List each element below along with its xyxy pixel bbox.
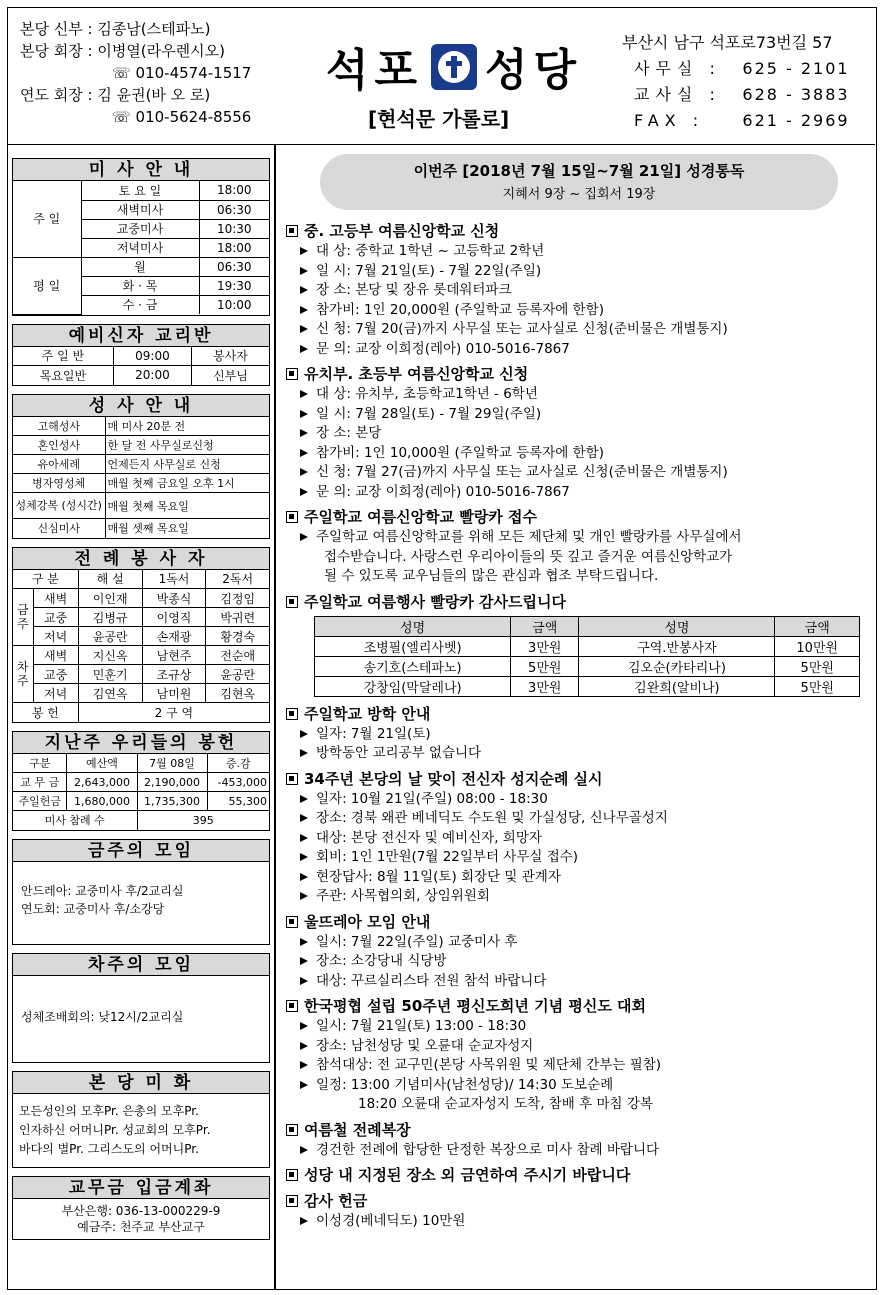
catechumen-table: 주 일 반 09:00 봉사자 목요일반 20:00 신부님: [13, 347, 269, 385]
arrow-bullet-icon: [300, 1217, 308, 1225]
notice-item: 문 의: 교장 이희정(레아) 010-5016-7867: [286, 340, 866, 360]
catechumen-title: 예비신자 교리반: [13, 325, 269, 347]
column-divider: [274, 145, 276, 1290]
donation-title: 지난주 우리들의 봉헌: [13, 732, 269, 754]
arrow-bullet-icon: [300, 267, 308, 275]
arrow-bullet-icon: [300, 429, 308, 437]
church-logo: [431, 44, 477, 90]
notice-title: 성당 내 지정된 장소 외 금연하여 주시기 바랍니다: [286, 1164, 866, 1186]
account-box: [12, 1176, 270, 1240]
arrow-bullet-icon: [300, 533, 308, 541]
mass-schedule-title: 미 사 안 내: [13, 159, 269, 181]
beautify-title: 본 당 미 화: [13, 1072, 269, 1094]
notice-item: 일자: 7월 21일(토): [286, 725, 866, 745]
notice-item: 참가비: 1인 10,000원 (주일학교 등록자에 한함): [286, 444, 866, 464]
notice-item: 장소: 소강당내 식당방: [286, 952, 866, 972]
president-phone: ☏ 010-4574-1517: [112, 64, 252, 82]
liturgy-title: 전 례 봉 사 자: [13, 548, 269, 570]
notice-section: [286, 703, 866, 764]
memorial-president-line: 연도 회장 : 김 윤권(바 오 로): [20, 86, 211, 104]
account-holder: 예금주: 천주교 부산교구: [77, 1219, 205, 1234]
notice-section: [286, 911, 866, 992]
notice-section: [286, 768, 866, 907]
notice-section: [286, 1119, 866, 1161]
notice-item: 회비: 1인 1만원(7월 22일부터 사무실 접수): [286, 848, 866, 868]
arrow-bullet-icon: [300, 390, 308, 398]
meeting-line: 연도회: 교중미사 후/소강당: [21, 901, 165, 916]
notice-item: 일 시: 7월 28일(토) - 7월 29일(주일): [286, 405, 866, 425]
arrow-bullet-icon: [300, 977, 308, 985]
arrow-bullet-icon: [300, 468, 308, 476]
table-row: 조병필(엘리사벳) 3만원 구역.반봉사자 10만원: [315, 636, 860, 656]
notice-item: 문 의: 교장 이희정(레아) 010-5016-7867: [286, 483, 866, 503]
notice-title: 주일학교 여름신앙학교 빨랑카 접수: [286, 506, 866, 528]
mass-table: 주 일 토 요 일 18:00 새벽미사 06:30 교중미사 10:30 저녁미사 18:00 평 일 월 06:30 화 · 목 19:30 수 · 금 10:00: [13, 181, 269, 315]
square-bullet-icon: [286, 1000, 298, 1012]
arrow-bullet-icon: [300, 488, 308, 496]
left-column: [12, 158, 270, 1248]
notice-item: 장 소: 본당: [286, 424, 866, 444]
donation-table: 구분 예산액 7월 08일 증.감 교 무 금 2,643,000 2,190,000 -453,000 주일헌금 1,680,000 1,735,300 55,300 미사 참례 수 395: [13, 754, 269, 830]
notice-item: 일시: 7월 21일(토) 13:00 - 18:30: [286, 1017, 866, 1037]
square-bullet-icon: [286, 368, 298, 380]
account-title: 교무금 입금계좌: [13, 1177, 269, 1199]
president-line: 본당 회장 : 이병열(라우렌시오): [20, 42, 225, 60]
notice-item: 장소: 경북 왜관 베네딕도 수도원 및 가실성당, 신나무골성지: [286, 809, 866, 829]
notice-item: 장 소: 본당 및 장유 롯데워터파크: [286, 281, 866, 301]
arrow-bullet-icon: [300, 749, 308, 757]
notice-item-continued: 18:20 오륜대 순교자성지 도착, 참배 후 마침 강복: [358, 1096, 653, 1112]
donor-table: 성명 금액 성명 금액 조병필(엘리사벳) 3만원 구역.반봉사자 10만원 송기호(스테파노) 5만원 김오순(카타리나) 5만원 강창임(막달레나) 3만원 김완희(알비나) 5만원: [314, 616, 860, 697]
notice-item: 경건한 전례에 합당한 단정한 복장으로 미사 참례 바랍니다: [286, 1141, 866, 1161]
notices: [286, 220, 866, 1232]
notice-item: 방학동안 교리공부 없습니다: [286, 744, 866, 764]
notice-section: [286, 220, 866, 359]
header-staff: [20, 18, 251, 128]
square-bullet-icon: [286, 1124, 298, 1136]
notice-section: [286, 363, 866, 502]
contact-office: 사무실 : 625 - 2101: [634, 59, 850, 78]
header: [8, 8, 875, 145]
arrow-bullet-icon: [300, 957, 308, 965]
notice-item-continued: 접수받습니다. 사랑스런 우리아이들의 뜻 깊고 즐거운 여름신앙학교가: [324, 548, 733, 565]
notice-item: 대 상: 유치부, 초등학교1학년 - 6학년: [286, 385, 866, 405]
arrow-bullet-icon: [300, 345, 308, 353]
arrow-bullet-icon: [300, 1146, 308, 1154]
notice-item: 현장답사: 8월 11일(토) 회장단 및 관계자: [286, 868, 866, 888]
notice-item: 참가비: 1인 20,000원 (주일학교 등록자에 한함): [286, 301, 866, 321]
notice-item: 일정: 13:00 기념미사(남천성당)/ 14:30 도보순례: [286, 1076, 866, 1096]
arrow-bullet-icon: [300, 892, 308, 900]
arrow-bullet-icon: [300, 730, 308, 738]
header-contacts: [622, 30, 866, 134]
notice-title: 유치부. 초등부 여름신앙학교 신청: [286, 363, 866, 385]
arrow-bullet-icon: [300, 873, 308, 881]
notice-title: 여름철 전례복장: [286, 1119, 866, 1141]
notice-title: 울뜨레아 모임 안내: [286, 911, 866, 933]
mass-schedule-box: [12, 158, 270, 316]
notice-section: [286, 591, 866, 697]
arrow-bullet-icon: [300, 1042, 308, 1050]
square-bullet-icon: [286, 1195, 298, 1207]
arrow-bullet-icon: [300, 834, 308, 842]
notice-item: 참석대상: 전 교구민(본당 사목위원 및 제단체 간부는 필참): [286, 1056, 866, 1076]
notice-title: 주일학교 여름행사 빨랑카 감사드립니다: [286, 591, 866, 613]
square-bullet-icon: [286, 773, 298, 785]
notice-item: 일 시: 7월 21일(토) - 7월 22일(주일): [286, 262, 866, 282]
page-title: 석포 성당: [326, 45, 583, 96]
notice-section: [286, 1190, 866, 1232]
arrow-bullet-icon: [300, 449, 308, 457]
bible-reading-banner: 이번주 [2018년 7월 15일~7월 21일] 성경통독 지혜서 9장 ~ 집회서 19장: [320, 154, 838, 210]
meeting-line: 안드레아: 교중미사 후/2교리실: [21, 883, 184, 898]
square-bullet-icon: [286, 1169, 298, 1181]
arrow-bullet-icon: [300, 286, 308, 294]
address: 부산시 남구 석포로73번길 57: [622, 33, 833, 52]
arrow-bullet-icon: [300, 1022, 308, 1030]
catechumen-box: [12, 324, 270, 386]
this-week-meetings-title: 금주의 모임: [13, 840, 269, 862]
arrow-bullet-icon: [300, 1061, 308, 1069]
square-bullet-icon: [286, 511, 298, 523]
notice-item: 일시: 7월 22일(주일) 교중미사 후: [286, 933, 866, 953]
liturgy-table: 구 분 해 설 1독서 2독서 금주 새벽 이인재 박종식 김정임 교중 김병규 이영직 박귀련 저녁 윤공란 손재광 황경숙 차주 새벽 지신옥 남현주 전순애 교중 민훈기 조규상 윤공란 저녁 김연옥 남미원 김현옥 봉 헌 2 구 역: [13, 570, 269, 722]
donation-box: [12, 731, 270, 831]
notice-title: 한국평협 설립 50주년 평신도희년 기념 평신도 대회: [286, 995, 866, 1017]
notice-section: [286, 995, 866, 1115]
arrow-bullet-icon: [300, 853, 308, 861]
patron-subtitle: [현석문 가롤로]: [368, 107, 510, 131]
notice-title: 감사 헌금: [286, 1190, 866, 1212]
notice-title: 주일학교 방학 안내: [286, 703, 866, 725]
sacraments-table: 고해성사 매 미사 20분 전 혼인성사 한 달 전 사무실로신청 유아세례 언제든지 사무실로 신청 병자영성체 매월 첫째 금요일 오후 1시 성체강복 (성시간) 매월 첫째 목요일 신심미사 매월 셋째 목요일: [13, 417, 269, 538]
arrow-bullet-icon: [300, 410, 308, 418]
notice-title: 중. 고등부 여름신앙학교 신청: [286, 220, 866, 242]
table-row: 송기호(스테파노) 5만원 김오순(카타리나) 5만원: [315, 656, 860, 676]
notice-title: 34주년 본당의 날 맞이 전신자 성지순례 실시: [286, 768, 866, 790]
arrow-bullet-icon: [300, 306, 308, 314]
arrow-bullet-icon: [300, 1081, 308, 1089]
arrow-bullet-icon: [300, 247, 308, 255]
bank-account: 부산은행: 036-13-000229-9: [61, 1203, 221, 1218]
notice-item: 대상: 본당 전신자 및 예비신자, 희망자: [286, 829, 866, 849]
this-week-meetings-box: [12, 839, 270, 945]
priest-line: 본당 신부 : 김종남(스테파노): [20, 20, 211, 38]
square-bullet-icon: [286, 596, 298, 608]
table-row: 강창임(막달레나) 3만원 김완희(알비나) 5만원: [315, 676, 860, 696]
notice-section: [286, 506, 866, 587]
bulletin-page: [7, 7, 877, 1290]
sacraments-box: [12, 394, 270, 539]
notice-item: 대상: 꾸르실리스타 전원 참석 바랍니다: [286, 972, 866, 992]
notice-item: 주관: 사목협의회, 상임위원회: [286, 887, 866, 907]
arrow-bullet-icon: [300, 795, 308, 803]
notice-item: 일자: 10월 21일(주일) 08:00 - 18:30: [286, 790, 866, 810]
sacraments-title: 성 사 안 내: [13, 395, 269, 417]
square-bullet-icon: [286, 708, 298, 720]
square-bullet-icon: [286, 225, 298, 237]
arrow-bullet-icon: [300, 325, 308, 333]
square-bullet-icon: [286, 916, 298, 928]
next-week-meetings-title: 차주의 모임: [13, 954, 269, 976]
right-column: [286, 154, 866, 1232]
notice-item: 주일학교 여름신앙학교를 위해 모든 제단체 및 개인 빨랑카를 사무실에서: [286, 528, 866, 548]
notice-item-continued: 될 수 있도록 교우님들의 많은 관심과 협조 부탁드립니다.: [324, 568, 659, 584]
notice-section: [286, 1164, 866, 1186]
notice-item: 장소: 남천성당 및 오륜대 순교자성지: [286, 1037, 866, 1057]
notice-item: 신 청: 7월 20(금)까지 사무실 또는 교사실로 신청(준비물은 개별통지): [286, 320, 866, 340]
next-week-meetings-box: [12, 953, 270, 1063]
arrow-bullet-icon: [300, 938, 308, 946]
notice-item: 대 상: 중학교 1학년 ~ 고등학교 2학년: [286, 242, 866, 262]
meeting-line: 성체조배회의: 낮12시/2교리실: [21, 1009, 184, 1024]
notice-item: 이성경(베네딕도) 10만원: [286, 1212, 866, 1232]
beautify-box: 본 당 미 화 모든성인의 모후Pr. 은총의 모후Pr. 인자하신 어머니Pr. 성교회의 모후Pr. 바다의 별Pr. 그리스도의 어머니Pr.: [12, 1071, 270, 1168]
contact-fax: FAX : 621 - 2969: [634, 111, 850, 130]
arrow-bullet-icon: [300, 814, 308, 822]
contact-teachers: 교사실 : 628 - 3883: [634, 85, 850, 104]
notice-item: 신 청: 7월 27(금)까지 사무실 또는 교사실로 신청(준비물은 개별통지): [286, 463, 866, 483]
liturgy-box: [12, 547, 270, 723]
memorial-president-phone: ☏ 010-5624-8556: [112, 108, 252, 126]
